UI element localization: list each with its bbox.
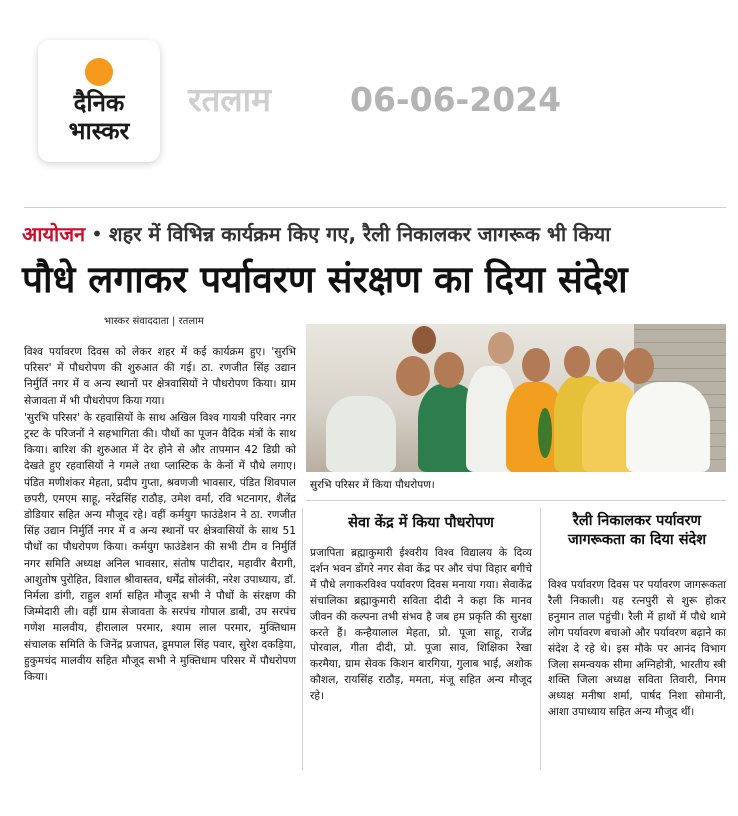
edition-city: रतलाम	[188, 80, 271, 119]
person-head	[564, 346, 590, 378]
photo-caption: सुरभि परिसर में किया पौधरोपण।	[310, 479, 435, 491]
edition-date: 06-06-2024	[350, 80, 562, 119]
paragraph: विश्व पर्यावरण दिवस को लेकर शहर में कई कार्यक्रम हुए। 'सुरभि परिसर' में पौधरोपण की शुरुआत की गई। ठा. रणजीत सिंह उद्यान निर्मुर्ति नगर में व अन्य स्थानों पर क्षेत्रवासियों ने पौधरोपण किया। ग्राम सेजावता में भी पौधरोपण किया गया।	[24, 346, 296, 407]
paragraph: 'सुरभि परिसर' के रहवासियों के साथ अखिल विश्व गायत्री परिवार नगर ट्रस्ट के परिजनों ने सहभागिता की। पौधों का पूजन वैदिक मंत्रों के साथ किया। बारिश की शुरुआत में देर होने से और तापमान 42 डिग्री को देखते हुए रहवासियों ने गमले तथा प्लास्टिक के केनों में पौधे लगाए। पंडित मणीशंकर मेहता, प्रदीप गुप्ता, श्रवणजी भावसार, पंडित शिवपाल छपरी, एमएम साहू, नरेंद्रसिंह राठौड़, उमेश वर्मा, रवि भटनागर, शैलेंद्र डोडियार सहित अन्य मौजूद रहे। वहीं कर्मयुग फाउंडेशन ने ठा. रणजीत सिंह उद्यान निर्मुर्ति नगर में व अन्य स्थानों पर क्षेत्रवासियों के साथ 51 पौधों का पौधरोपण किया। कर्मयुग फाउंडेशन की सभी टीम व निर्मुर्ति नगर समिति अध्यक्ष अनिल भावसार, संतोष पाटीदार, महावीर बैरागी, आशुतोष पुरोहित, विशाल श्रीवास्तव, धर्मेंद्र सोलंकी, नरेश उपाध्याय, डॉ. निर्मला डांगी, राहुल शर्मा सहित मौजूद सभी ने पौधों के संरक्षण की जिम्मेदारी ली। वहीं ग्राम सेजावता के सरपंच गोपाल डाबी, उप सरपंच गणेश मालवीय, हीरालाल परमार, श्याम लाल परमार, मुक्तिधाम संचालक समिति के जिनेंद्र प्रजापत, डूमपाल सिंह पवार, सुरेश दकड़िया, हुकुमचंद मालवीय सहित मौजूद सभी ने मुक्तिधाम परिसर में पौधरोपण किया।	[24, 411, 296, 684]
news-photo	[306, 324, 726, 472]
seva-kendra-column: प्रजापिता ब्रह्माकुमारी ईश्वरीय विश्व विद्यालय के दिव्य दर्शन भवन डोंगरे नगर सेवा केंद्र पर और चंपा विहार बगीचे में पौधे लगाकरविश्व पर्यावरण दिवस मनाया गया। सेवाकेंद्र संचालिका ब्रह्माकुमारी सविता दीदी ने कहा कि मानव जीवन की कल्पना तभी संभव है जब हम प्रकृति की सुरक्षा करते हैं। कन्हैयालाल मेहता, प्रो. पूजा साहू, राजेंद्र पोरवाल, गीता दीदी, प्रो. पूजा साव, शिक्षिका रेखा करमैया, ग्राम सेवक किशन बारगिया, गुलाब भाई, अशोक कौशल, रायसिंह राठौड़, ममता, मंजू सहित अन्य मौजूद रहे।	[310, 547, 532, 703]
person-head	[522, 348, 550, 382]
person-head	[488, 332, 514, 364]
kicker-text: शहर में विभिन्न कार्यक्रम किए गए, रैली निकालकर जागरूक भी किया	[108, 222, 611, 246]
sapling	[538, 408, 552, 458]
person-head	[624, 348, 654, 384]
person-head	[434, 352, 464, 388]
logo-line-2: भास्कर	[68, 117, 130, 145]
person-head	[396, 356, 430, 396]
person-head	[596, 348, 624, 382]
kicker-bullet: •	[91, 222, 103, 246]
byline: भास्कर संवाददाता | रतलाम	[104, 316, 204, 327]
subhead-rally: रैली निकालकर पर्यावरण जागरूकता का दिया संदेश	[567, 513, 707, 548]
person	[326, 396, 396, 472]
logo-line-1: दैनिक	[73, 89, 125, 117]
kicker-tag: आयोजन	[22, 222, 86, 246]
photo-divider	[306, 500, 726, 501]
sun-icon	[85, 58, 113, 86]
headline: पौधे लगाकर पर्यावरण संरक्षण का दिया संदेश	[22, 258, 628, 301]
person-head	[412, 326, 436, 354]
kicker	[22, 220, 610, 248]
column-divider	[540, 508, 541, 770]
dainik-bhaskar-logo	[38, 40, 160, 162]
rally-column: विश्व पर्यावरण दिवस पर पर्यावरण जागरूकता रैली निकाली। यह रत्नपुरी से शुरू होकर हनुमान ताल पहुंची। रैली में हाथों में पौधे थामे लोग पर्यावरण बचाओ और पर्यावरण बढ़ाने का संदेश दे रहे थे। इस मौके पर आनंद विभाग जिला समन्वयक सीमा अग्निहोत्री, भारतीय स्त्री शक्ति जिला अध्यक्ष सविता तिवारी, निगम अध्यक्ष मनीषा शर्मा, पार्षद निशा सोमानी, आशा उपाध्याय सहित अन्य मौजूद थीं।	[548, 579, 726, 719]
person	[626, 382, 710, 472]
column-divider	[302, 508, 303, 770]
main-story-column	[24, 344, 296, 686]
top-divider	[24, 207, 726, 208]
subhead-seva-kendra: सेवा केंद्र में किया पौधरोपण	[348, 515, 494, 531]
